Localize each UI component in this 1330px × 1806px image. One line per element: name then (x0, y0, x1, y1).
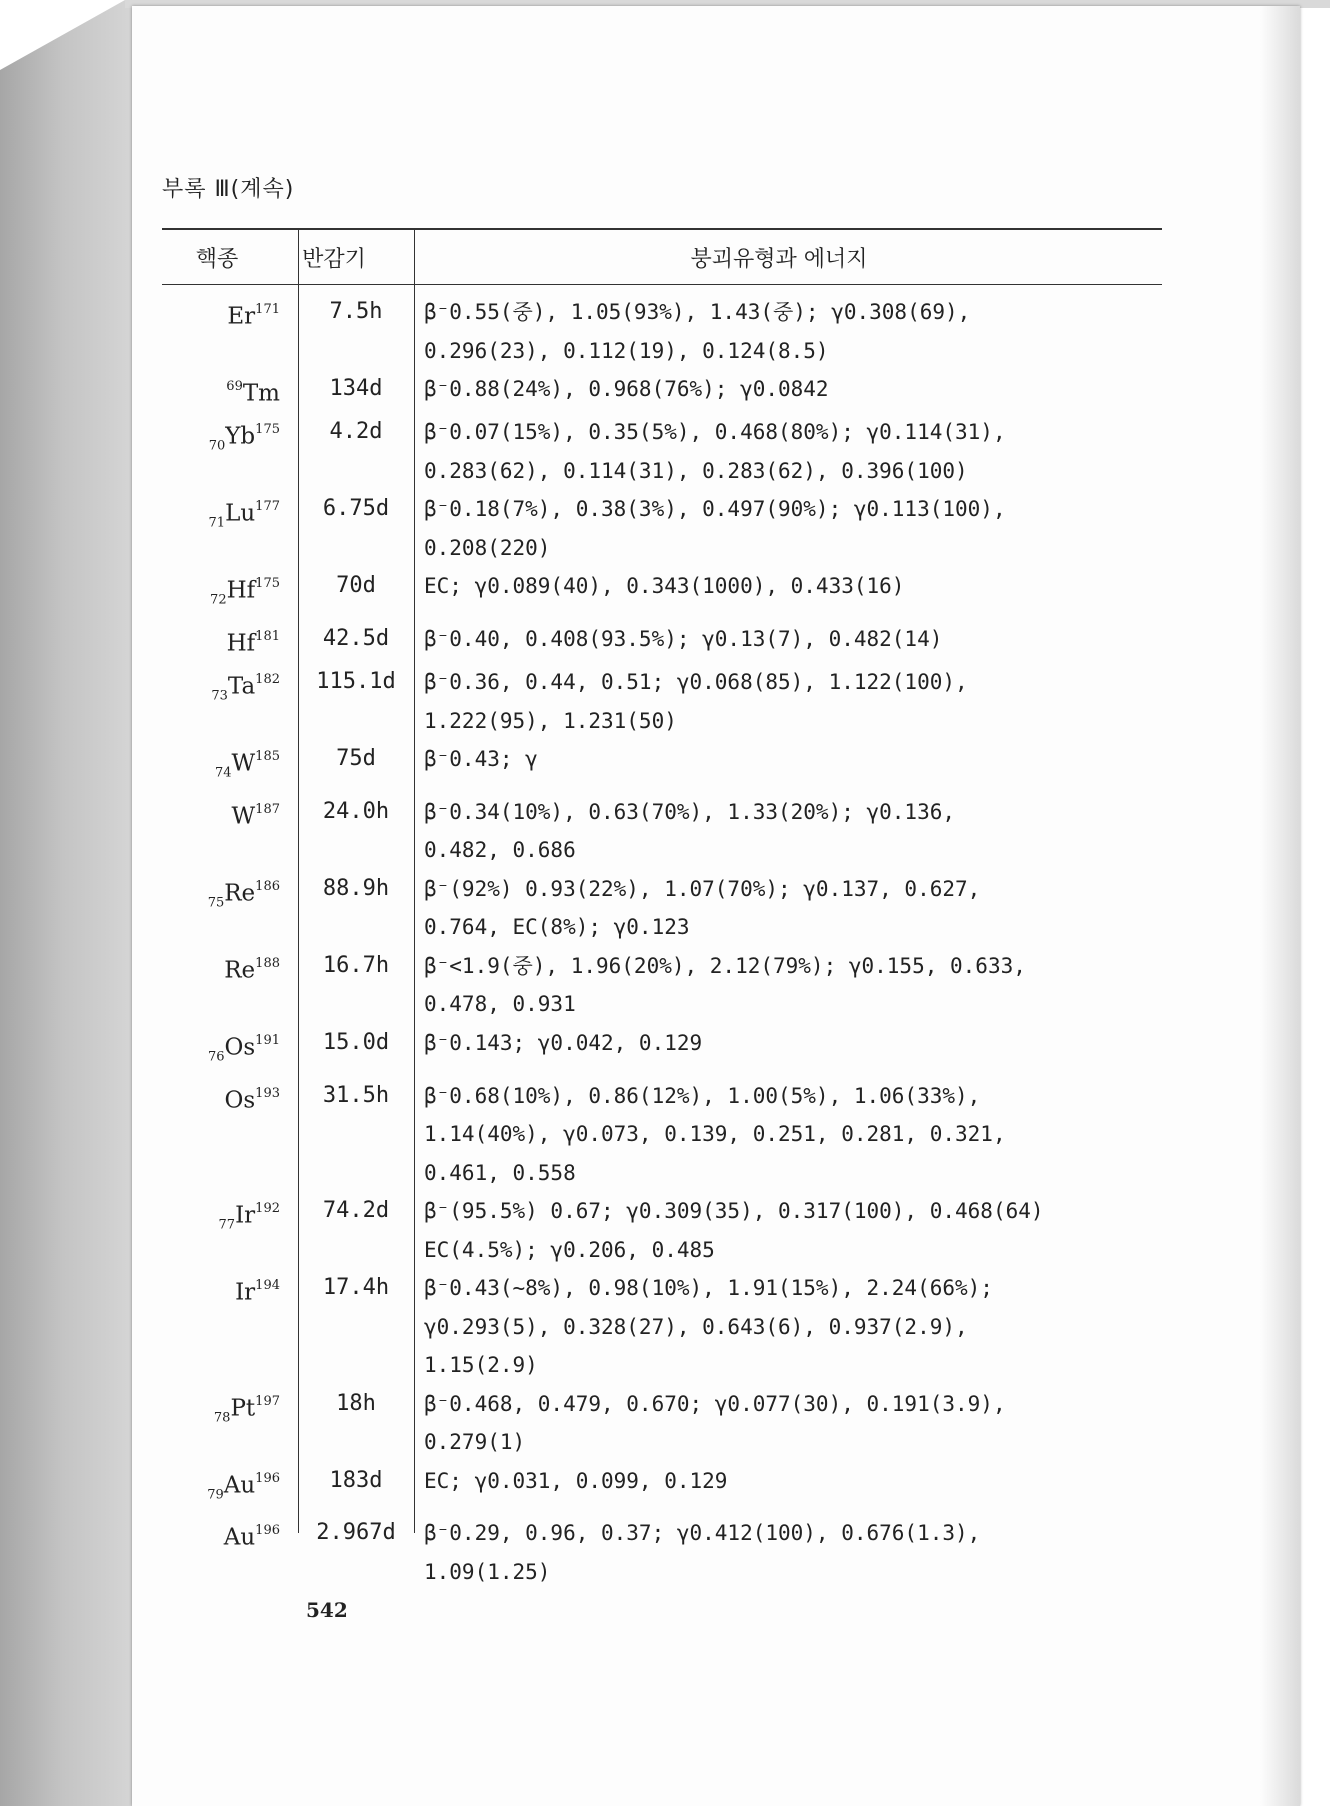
nuclide-table (162, 228, 1162, 1591)
mass-number: 196 (255, 1470, 280, 1486)
nuclide-cell (162, 1192, 298, 1245)
table-row (162, 620, 1162, 663)
decay-energy-cell (414, 793, 1162, 870)
mass-number: 185 (255, 749, 280, 765)
atomic-number: 75 (207, 895, 225, 911)
nuclide-cell (162, 793, 298, 836)
table-row (162, 1077, 1162, 1193)
header-decay: 붕괴유형과 에너지 (690, 246, 868, 272)
nuclide-cell (162, 1385, 298, 1438)
atomic-number: 78 (213, 1409, 231, 1425)
decay-energy-cell (414, 413, 1162, 490)
decay-energy-cell (414, 1024, 1162, 1063)
nuclide-cell (162, 663, 298, 716)
decay-energy-cell (414, 1269, 1162, 1385)
decay-line: EC; γ0.031, 0.099, 0.129 (424, 1468, 728, 1493)
half-life-cell: 31.5h (322, 1082, 390, 1108)
decay-line: EC(4.5%); γ0.206, 0.485 (424, 1237, 715, 1262)
element-symbol: Ir (235, 1279, 256, 1306)
element-symbol: Pt (230, 1395, 256, 1422)
table-row (162, 567, 1162, 620)
mass-number: 197 (255, 1393, 280, 1409)
decay-line: β⁻0.36, 0.44, 0.51; γ0.068(85), 1.122(100), (424, 670, 968, 695)
decay-energy-cell (414, 740, 1162, 779)
half-life-cell: 16.7h (322, 952, 390, 978)
element-symbol: Hf (226, 577, 256, 604)
book-spine (0, 0, 140, 1806)
decay-energy-cell (414, 567, 1162, 606)
decay-line: β⁻0.468, 0.479, 0.670; γ0.077(30), 0.191(3.9), (424, 1391, 1006, 1416)
element-symbol: Au (223, 1524, 256, 1551)
half-life-cell: 115.1d (316, 669, 396, 695)
column-divider (414, 228, 415, 1533)
mass-number: 192 (255, 1201, 280, 1217)
half-life-cell: 24.0h (322, 798, 390, 824)
decay-line: 0.482, 0.686 (424, 838, 576, 863)
half-life-cell: 7.5h (329, 299, 383, 324)
half-life-cell: 42.5d (322, 625, 390, 651)
decay-line: β⁻0.43(~8%), 0.98(10%), 1.91(15%), 2.24(66%); (424, 1276, 993, 1301)
table-row (162, 370, 1162, 413)
atomic-number: 72 (210, 592, 227, 608)
nuclide-cell (162, 1462, 298, 1515)
decay-energy-cell (414, 370, 1162, 409)
decay-line: β⁻0.68(10%), 0.86(12%), 1.00(5%), 1.06(33%), (424, 1083, 981, 1108)
element-symbol: Ta (227, 673, 256, 700)
atomic-number: 76 (207, 1049, 225, 1065)
decay-line: β⁻0.143; γ0.042, 0.129 (424, 1030, 703, 1055)
element-symbol: Au (223, 1472, 256, 1499)
decay-line: β⁻0.29, 0.96, 0.37; γ0.412(100), 0.676(1.3), (424, 1521, 981, 1546)
half-life-cell: 18h (336, 1390, 376, 1416)
table-row (162, 1269, 1162, 1385)
decay-energy-cell (414, 1077, 1162, 1193)
table-row (162, 413, 1162, 490)
nuclide-cell (162, 620, 298, 663)
decay-energy-cell (414, 870, 1162, 947)
decay-energy-cell (414, 1385, 1162, 1462)
atomic-number: 79 (207, 1486, 224, 1502)
nuclide-cell (162, 870, 298, 923)
element-symbol: Re (224, 880, 256, 907)
table-body (162, 285, 1162, 1591)
decay-energy-cell (414, 1514, 1162, 1591)
decay-energy-cell (414, 490, 1162, 567)
decay-line: 0.478, 0.931 (424, 992, 576, 1017)
decay-line: γ0.293(5), 0.328(27), 0.643(6), 0.937(2.9), (424, 1314, 968, 1339)
nuclide-cell (162, 740, 298, 793)
element-symbol: Lu (225, 500, 256, 527)
decay-line: β⁻0.18(7%), 0.38(3%), 0.497(90%); γ0.113(100), (424, 497, 1006, 522)
element-symbol: Os (224, 1087, 256, 1114)
decay-line: EC; γ0.089(40), 0.343(1000), 0.433(16) (424, 574, 905, 599)
decay-line: β⁻0.34(10%), 0.63(70%), 1.33(20%); γ0.136, (424, 799, 956, 824)
mass-number: 196 (255, 1523, 280, 1539)
mass-number: 182 (255, 672, 280, 688)
element-symbol: Er (227, 303, 256, 330)
half-life-cell: 17.4h (322, 1275, 390, 1301)
element-symbol: Ir (235, 1202, 256, 1229)
nuclide-cell (162, 370, 298, 413)
nuclide-cell (162, 1077, 298, 1120)
decay-line: 0.296(23), 0.112(19), 0.124(8.5) (424, 338, 829, 363)
mass-number: 193 (255, 1085, 280, 1101)
half-life-cell: 15.0d (322, 1029, 390, 1055)
decay-line: 0.279(1) (424, 1430, 526, 1455)
decay-line: β⁻0.07(15%), 0.35(5%), 0.468(80%); γ0.114(31), (424, 420, 1006, 445)
table-row (162, 793, 1162, 870)
element-symbol: Re (224, 957, 256, 984)
decay-line: β⁻(92%) 0.93(22%), 1.07(70%); γ0.137, 0.627, (424, 876, 981, 901)
nuclide-cell (162, 1269, 298, 1312)
atomic-number: 73 (211, 688, 228, 704)
mass-number: 191 (255, 1032, 280, 1048)
decay-line: β⁻0.88(24%), 0.968(76%); γ0.0842 (424, 377, 829, 401)
table-row (162, 870, 1162, 947)
decay-line: β⁻0.43; γ (424, 747, 538, 772)
half-life-cell: 4.2d (329, 419, 383, 445)
decay-line: 1.14(40%), γ0.073, 0.139, 0.251, 0.281, 0.321, (424, 1122, 1006, 1147)
decay-line: 0.208(220) (424, 535, 551, 560)
mass-number: 188 (255, 955, 280, 971)
table-row (162, 947, 1162, 1024)
half-life-cell: 183d (329, 1467, 383, 1493)
table-row (162, 1385, 1162, 1462)
element-symbol: Yb (225, 423, 256, 450)
element-symbol: Hf (226, 630, 256, 657)
element-symbol: W (231, 750, 256, 777)
mass-number: 186 (255, 878, 280, 894)
mass-number: 177 (255, 499, 280, 515)
column-divider (298, 228, 299, 1533)
nuclide-cell (162, 947, 298, 990)
nuclide-cell (162, 567, 298, 620)
mass-number: 171 (255, 302, 280, 317)
nuclide-cell (162, 293, 298, 336)
mass-number-prefix: 69 (226, 379, 243, 394)
decay-line: β⁻0.40, 0.408(93.5%); γ0.13(7), 0.482(14) (424, 626, 943, 651)
table-row (162, 1514, 1162, 1591)
nuclide-cell (162, 413, 298, 466)
table-row (162, 1192, 1162, 1269)
table-row (162, 1462, 1162, 1515)
half-life-cell: 75d (336, 746, 376, 772)
header-half-life: 반감기 (302, 246, 366, 272)
decay-line: 0.461, 0.558 (424, 1160, 576, 1185)
decay-energy-cell (414, 1462, 1162, 1501)
table-row (162, 490, 1162, 567)
half-life-cell: 88.9h (322, 875, 390, 901)
half-life-cell: 6.75d (322, 496, 390, 522)
decay-line: 0.764, EC(8%); γ0.123 (424, 915, 690, 940)
decay-line: 0.283(62), 0.114(31), 0.283(62), 0.396(100) (424, 458, 968, 483)
half-life-cell: 70d (336, 573, 376, 599)
atomic-number: 70 (208, 438, 226, 454)
atomic-number: 74 (214, 765, 232, 781)
page-edge-shade (1260, 6, 1300, 1806)
half-life-cell: 134d (329, 376, 383, 401)
nuclide-cell (162, 490, 298, 543)
page-header: 부록 Ⅲ(계속) (162, 177, 295, 202)
decay-line: β⁻(95.5%) 0.67; γ0.309(35), 0.317(100), 0.468(64) (424, 1199, 1044, 1224)
decay-energy-cell (414, 947, 1162, 1024)
table-header-row (162, 230, 1162, 284)
mass-number: 187 (255, 801, 280, 817)
atomic-number: 71 (208, 515, 226, 531)
decay-line: 1.222(95), 1.231(50) (424, 708, 677, 733)
table-row (162, 663, 1162, 740)
mass-number: 175 (255, 422, 280, 438)
table-row (162, 740, 1162, 793)
decay-line: 1.15(2.9) (424, 1353, 538, 1378)
decay-energy-cell (414, 663, 1162, 740)
nuclide-cell (162, 1024, 298, 1077)
mass-number: 194 (255, 1278, 280, 1294)
element-symbol: Os (224, 1034, 256, 1061)
decay-line: β⁻0.55(중), 1.05(93%), 1.43(중); γ0.308(69), (424, 300, 971, 324)
decay-line: β⁻<1.9(중), 1.96(20%), 2.12(79%); γ0.155, 0.633, (424, 953, 1026, 978)
decay-energy-cell (414, 620, 1162, 659)
decay-energy-cell (414, 293, 1162, 370)
decay-energy-cell (414, 1192, 1162, 1269)
decay-line: 1.09(1.25) (424, 1559, 551, 1584)
table-row (162, 293, 1162, 370)
atomic-number: 77 (218, 1217, 236, 1233)
nuclide-cell (162, 1514, 298, 1557)
half-life-cell: 2.967d (316, 1520, 396, 1546)
element-symbol: Tm (242, 380, 280, 407)
page-number: 542 (306, 1598, 348, 1622)
mass-number: 181 (255, 628, 280, 644)
header-nuclide: 핵종 (195, 246, 239, 272)
element-symbol: W (231, 803, 256, 830)
half-life-cell: 74.2d (322, 1198, 390, 1224)
table-row (162, 1024, 1162, 1077)
mass-number: 175 (255, 576, 280, 592)
